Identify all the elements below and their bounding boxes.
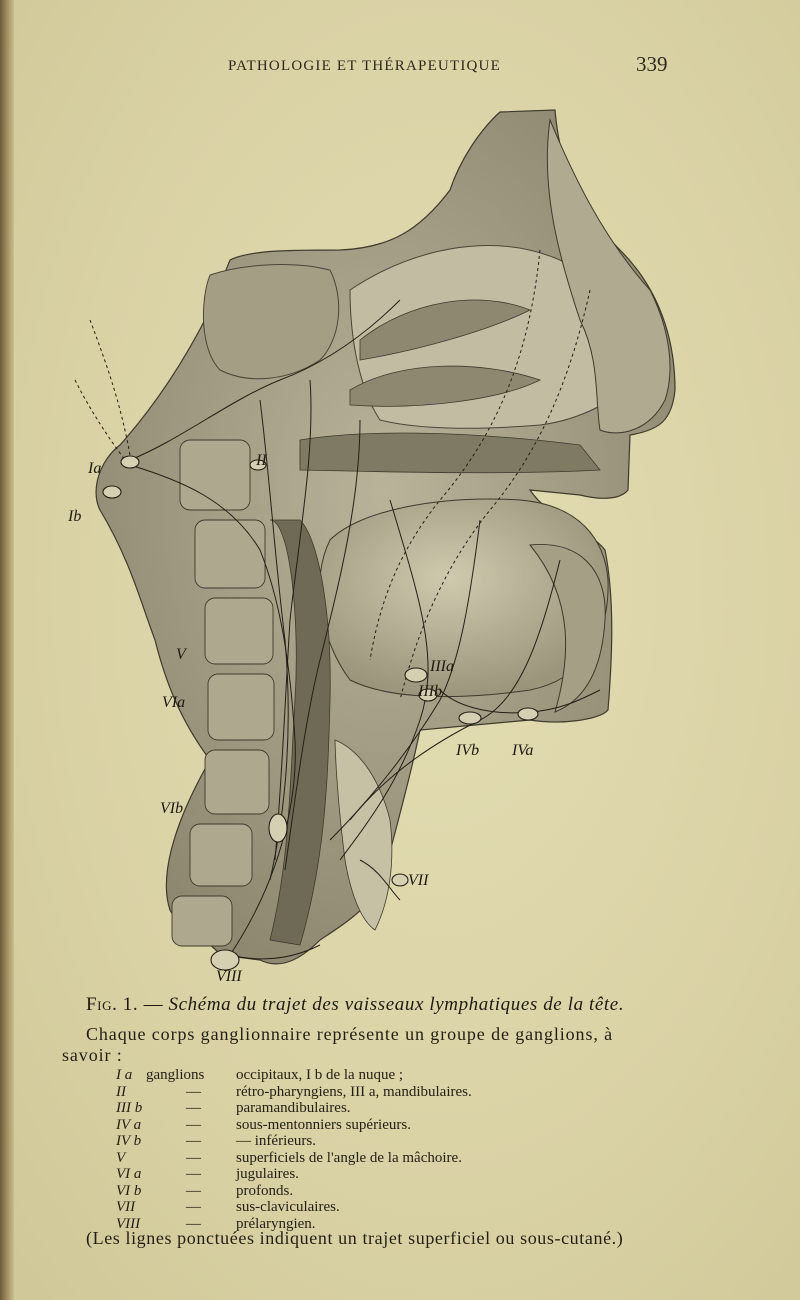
legend-code: V xyxy=(116,1149,126,1166)
legend-dash: — xyxy=(186,1133,201,1149)
figure-title: Schéma du trajet des vaisseaux lymphatiques de la tête. xyxy=(168,994,625,1015)
anatomical-figure xyxy=(60,100,700,985)
head-sagittal-section-illustration xyxy=(60,100,700,985)
legend-dash: — xyxy=(186,1215,201,1232)
ganglion-legend xyxy=(116,1067,716,1232)
legend-term: occipitaux, I b de la nuque ; xyxy=(236,1067,404,1083)
legend-dash: — xyxy=(186,1149,201,1166)
caption-separator: — xyxy=(138,994,169,1015)
figure-label-viii: VIII xyxy=(216,968,242,985)
running-head xyxy=(0,52,800,82)
legend-row xyxy=(116,1150,716,1167)
legend-term: — inférieurs. xyxy=(236,1133,316,1149)
legend-term: paramandibulaires. xyxy=(236,1100,351,1116)
legend-row xyxy=(116,1117,716,1134)
legend-code: VI b xyxy=(116,1182,142,1199)
figure-label-vib: VIb xyxy=(160,800,184,817)
figure-label-ia: Ia xyxy=(88,460,102,477)
sphenoid-region xyxy=(203,265,338,379)
page-binding-edge xyxy=(0,0,14,1300)
legend-first-word: ganglions xyxy=(146,1067,205,1083)
legend-row xyxy=(116,1183,716,1200)
legend-code: VI a xyxy=(116,1166,142,1182)
legend-row xyxy=(116,1166,716,1183)
figure-label-iva: IVa xyxy=(512,742,534,759)
figure-label-v: V xyxy=(176,646,186,663)
page-number: 339 xyxy=(636,52,668,76)
legend-dash: — xyxy=(186,1100,201,1116)
legend-term: prélaryngien. xyxy=(236,1215,316,1232)
running-title: PATHOLOGIE ET THÉRAPEUTIQUE xyxy=(228,58,501,74)
figure-number: Fig. 1. xyxy=(86,994,139,1015)
figure-label-ivb: IVb xyxy=(456,742,480,759)
figure-label-vii: VII xyxy=(408,872,429,889)
legend-dash: — xyxy=(186,1199,201,1215)
figure-label-via: VIa xyxy=(162,694,186,711)
legend-row xyxy=(116,1067,716,1084)
legend-row xyxy=(116,1199,716,1216)
legend-term: sous-mentonniers supérieurs. xyxy=(236,1116,411,1133)
legend-code: II xyxy=(116,1083,126,1100)
legend-dash: — xyxy=(186,1083,201,1100)
figure-label-iiib: IIIb xyxy=(418,683,442,700)
legend-code: III b xyxy=(116,1100,143,1116)
figure-label-ii: II xyxy=(256,452,267,469)
legend-dash: — xyxy=(186,1166,201,1182)
legend-row xyxy=(116,1100,716,1117)
legend-dash: — xyxy=(186,1116,201,1133)
footnote: (Les lignes ponctuées indiquent un trajet superficiel ou sous-cutané.) xyxy=(86,1228,624,1248)
legend-code: IV a xyxy=(116,1116,142,1133)
legend-term: profonds. xyxy=(236,1182,294,1199)
figure-caption xyxy=(86,994,746,1016)
legend-dash: — xyxy=(186,1182,201,1199)
legend-code: IV b xyxy=(116,1133,142,1149)
legend-term: rétro-pharyngiens, III a, mandibulaires. xyxy=(236,1083,472,1100)
legend-term: jugulaires. xyxy=(236,1166,299,1182)
legend-intro-line-1: Chaque corps ganglionnaire représente un groupe de ganglions, à xyxy=(86,1024,614,1044)
figure-label-iiia: IIIa xyxy=(430,658,454,675)
legend-intro-line-2: savoir : xyxy=(62,1045,123,1065)
legend-code: VIII xyxy=(116,1215,141,1232)
legend-row xyxy=(116,1133,716,1150)
legend-intro xyxy=(62,1024,762,1066)
legend-row xyxy=(116,1084,716,1101)
legend-code: I a xyxy=(116,1067,133,1083)
legend-code: VII xyxy=(116,1199,136,1215)
figure-label-ib: Ib xyxy=(68,508,82,525)
legend-term: sus-claviculaires. xyxy=(236,1199,340,1215)
legend-term: superficiels de l'angle de la mâchoire. xyxy=(236,1149,462,1166)
